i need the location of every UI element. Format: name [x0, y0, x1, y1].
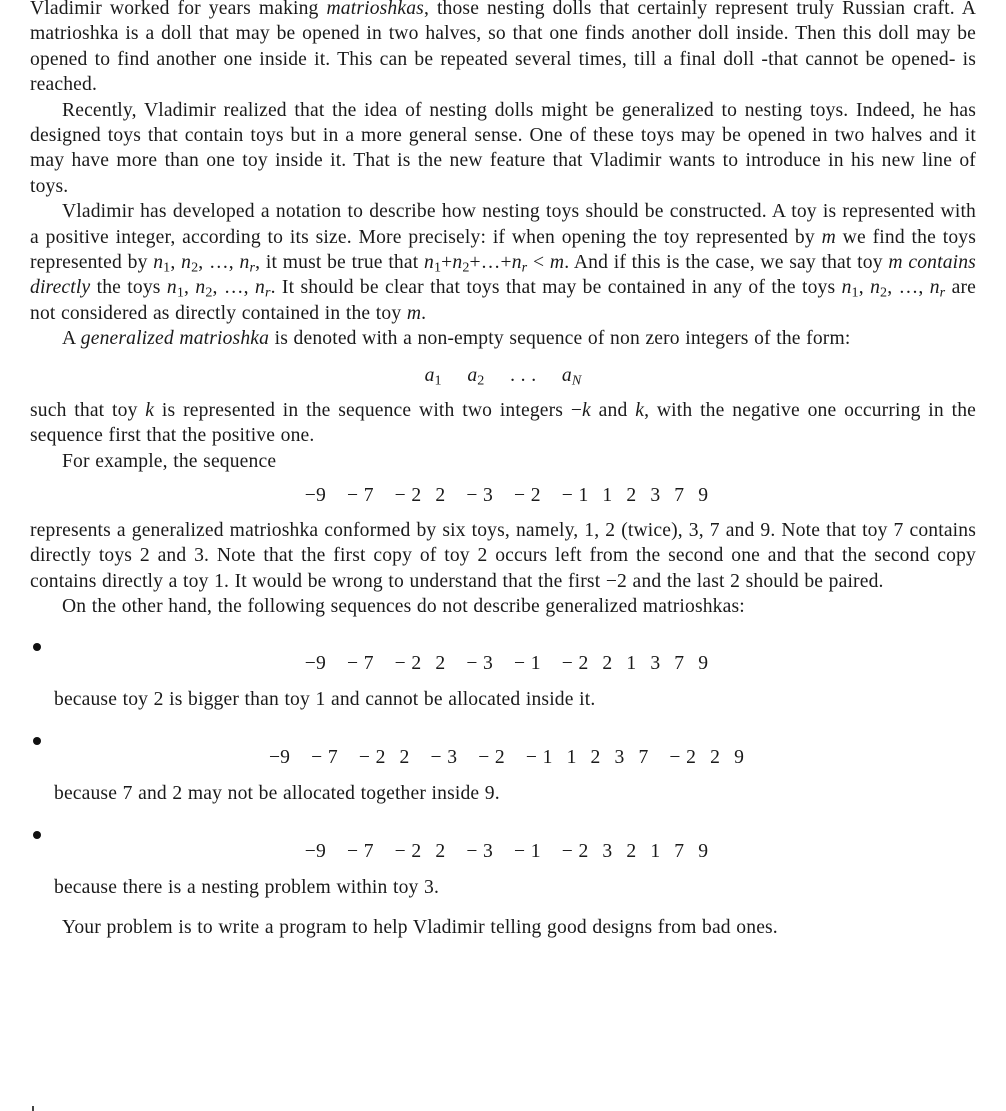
sequence-number: 7: [638, 746, 649, 768]
paragraph-pairing-rule: [30, 398, 976, 449]
subscript: r: [249, 259, 256, 276]
text: ,: [918, 277, 930, 299]
emphasis-matrioshkas: matrioshkas: [326, 0, 424, 19]
text: are not considered as directly contained in the toy: [30, 277, 976, 324]
text: Vladimir worked for years making: [30, 0, 327, 19]
text: ,: [243, 277, 255, 299]
sequence-number: − 2: [358, 746, 386, 768]
bad-example-item: [0, 634, 1006, 712]
subscript: 1: [433, 259, 442, 276]
ellipsis: …: [898, 277, 919, 299]
math-a: a: [467, 364, 478, 386]
sequence-number: − 3: [466, 484, 494, 506]
problem-statement: [30, 0, 976, 940]
sequence-number: − 2: [394, 652, 422, 674]
bad-example-reason: because there is a nesting problem within toy 3.: [54, 877, 440, 899]
bad-example-item: [0, 822, 1006, 900]
sequence-number: 2: [626, 841, 637, 863]
subscript: r: [521, 259, 528, 276]
math-plus: +: [500, 252, 512, 274]
sequence-number: 2: [435, 652, 446, 674]
sequence-number: 2: [590, 746, 601, 768]
math-n: n: [254, 277, 265, 299]
sequence-form: [0, 363, 1006, 388]
sequence-number: − 2: [394, 484, 422, 506]
math-m: m: [821, 226, 836, 248]
text: ,: [170, 252, 182, 274]
text: , those nesting dolls that certainly represent truly Russian craft. A matrioshka is a doll that may be opened in two halves, so that one finds another doll inside. Then this doll may be opened to find another one inside it. This can be repeated several times, till a final doll -that cannot be opened- is reached.: [30, 0, 977, 96]
bullet-icon: [33, 737, 41, 745]
sequence-number: 2: [710, 746, 721, 768]
text: .: [421, 302, 427, 324]
sequence-number: − 2: [561, 841, 589, 863]
sequence-number: 9: [698, 841, 709, 863]
term-aN: [562, 363, 582, 388]
sequence-number: − 2: [669, 746, 697, 768]
math-n: n: [166, 277, 177, 299]
sequence-number: − 1: [525, 746, 553, 768]
text: is denoted with a non-empty sequence of non zero integers of the form:: [269, 328, 851, 350]
math-n: n: [181, 252, 192, 274]
math-a: a: [561, 364, 572, 386]
sequence-number: − 3: [466, 841, 494, 863]
sequence-number: 9: [698, 652, 709, 674]
subscript: N: [571, 372, 582, 389]
subscript: 2: [205, 284, 213, 301]
subscript: 1: [163, 259, 171, 276]
sequence-number: − 7: [311, 746, 338, 768]
math-m: m: [549, 252, 565, 274]
sequence-number: 2: [626, 484, 637, 506]
math-m: m: [406, 302, 422, 324]
sequence-number: 1: [566, 746, 577, 768]
sequence-number: 7: [674, 484, 685, 506]
sequence-number: − 2: [478, 746, 505, 768]
text: . And if this is the case, we say that toy: [564, 252, 889, 274]
text: ,: [858, 277, 871, 299]
sequence-number: 2: [435, 484, 446, 506]
text: ,: [184, 277, 196, 299]
bad-example-reason: because toy 2 is bigger than toy 1 and cannot be allocated inside it.: [54, 688, 596, 710]
math-n: n: [929, 277, 940, 299]
math-k: k: [582, 399, 591, 421]
bullet-icon: [33, 831, 41, 839]
sequence-number: −9: [304, 652, 326, 674]
sequence-number: 1: [650, 841, 661, 863]
subscript: 1: [851, 284, 859, 301]
paragraph-bad-intro: On the other hand, the following sequences do not describe generalized matrioshkas:: [62, 596, 745, 618]
paragraph-task: Your problem is to write a program to help Vladimir telling good designs from bad ones.: [62, 916, 778, 938]
sequence-number: 9: [698, 484, 709, 506]
ellipsis: …: [223, 277, 244, 299]
bad-example-sequence: [54, 651, 1006, 677]
math-n: n: [841, 277, 852, 299]
term-a1: [425, 363, 442, 388]
sequence-number: − 3: [466, 652, 494, 674]
math-n: n: [239, 252, 250, 274]
text: , it must be true that: [255, 252, 424, 274]
sequence-number: − 2: [394, 841, 422, 863]
ellipsis: …: [209, 252, 229, 274]
subscript: 2: [462, 259, 470, 276]
sequence-number: − 1: [561, 484, 589, 506]
bad-examples-list: [30, 634, 976, 901]
cut-off-glyph: [32, 1106, 34, 1111]
text: Vladimir has developed a notation to describe how nesting toys should be constructed. A toy is represented with a positive integer, according to its size. More precisely: if when opening the toy represented by: [30, 201, 976, 248]
paragraph-intro: [30, 0, 976, 98]
text: and: [590, 399, 636, 421]
sequence-number: 3: [650, 652, 661, 674]
sequence-number: 2: [435, 841, 446, 863]
math-plus: +: [469, 252, 481, 274]
math-minus: −: [570, 399, 583, 421]
text: ,: [887, 277, 899, 299]
emphasis-generalized-matrioshka: generalized matrioshka: [80, 328, 270, 350]
math-n: n: [870, 277, 881, 299]
math-less-than: <: [527, 252, 545, 274]
sequence-number: − 7: [346, 652, 374, 674]
subscript: 2: [477, 372, 485, 389]
subscript: 1: [176, 284, 185, 301]
sequence-number: − 3: [430, 746, 458, 768]
sequence-number: 2: [399, 746, 410, 768]
text: we find the toys represented by: [30, 226, 976, 274]
paragraph-generalization: Recently, Vladimir realized that the idea of nesting dolls might be generalized to nesting toys. Indeed, he has designed toys that contain toys but in a more general sense. One of these toys may be opened in two halves and it may have more than one toy inside it. That is the new feature that Vladimir wants to introduce in his new line of toys.: [30, 99, 976, 197]
bad-example-sequence: [54, 839, 1006, 865]
sequence-number: 3: [614, 746, 625, 768]
paragraph-example-explanation: represents a generalized matrioshka conformed by six toys, namely, 1, 2 (twice), 3, 7 and 9. Note that toy 7 contains directly toys 2 and 3. Note that the first copy of toy 2 occurs left from the second one and that the second copy contains directly a toy 1. It would be wrong to understand that the first −2 and the last 2 should be paired.: [30, 519, 976, 592]
bullet-icon: [33, 643, 41, 651]
sequence-number: 1: [602, 484, 613, 506]
math-m: m: [888, 252, 903, 274]
bad-example-item: [0, 728, 1006, 806]
paragraph-definition: [30, 326, 976, 351]
subscript: r: [939, 284, 946, 301]
math-plus: +: [441, 252, 453, 274]
sequence-number: 7: [674, 841, 685, 863]
subscript: 2: [880, 284, 888, 301]
sequence-number: − 2: [561, 652, 589, 674]
paragraph-notation: [30, 199, 976, 326]
math-k: k: [145, 399, 155, 421]
sequence-number: 9: [734, 746, 745, 768]
text: ,: [198, 252, 210, 274]
sequence-number: − 1: [514, 652, 541, 674]
example-sequence: [0, 483, 1006, 508]
math-n: n: [153, 252, 164, 274]
math-n: n: [511, 252, 522, 274]
subscript: 1: [434, 372, 442, 389]
sequence-number: − 2: [514, 484, 541, 506]
text: A: [62, 328, 81, 350]
sequence-number: − 7: [346, 841, 374, 863]
sequence-number: −9: [304, 484, 326, 506]
sequence-number: −9: [268, 746, 291, 768]
text: ,: [228, 252, 240, 274]
sequence-number: 1: [626, 652, 637, 674]
text: the toys: [90, 277, 167, 299]
text: such that toy: [30, 399, 146, 421]
sequence-number: 3: [602, 841, 613, 863]
text: is represented in the sequence with two integers: [154, 399, 571, 421]
bad-example-reason: because 7 and 2 may not be allocated together inside 9.: [54, 782, 500, 804]
display-formula: [30, 352, 976, 398]
ellipsis: …: [480, 252, 501, 274]
sequence-number: − 7: [346, 484, 374, 506]
sequence-number: 2: [602, 652, 613, 674]
emphasis-contains-directly: contains directly: [30, 252, 976, 299]
text: ,: [212, 277, 224, 299]
math-n: n: [195, 277, 206, 299]
math-n: n: [452, 252, 463, 274]
text: , with the negative one occurring in the sequence first that the positive one.: [30, 399, 976, 447]
term-a2: [467, 363, 484, 388]
sequence-number: 7: [674, 652, 685, 674]
sequence-number: −9: [304, 841, 326, 863]
paragraph-example-intro: For example, the sequence: [62, 450, 277, 472]
subscript: r: [264, 284, 271, 301]
sequence-number: − 1: [514, 841, 541, 863]
example-sequence-block: [30, 474, 976, 518]
subscript: 2: [191, 259, 199, 276]
ellipsis: . . .: [510, 364, 537, 386]
math-a: a: [424, 364, 435, 386]
text: . It should be clear that toys that may be contained in any of the toys: [270, 277, 842, 299]
sequence-number: 3: [650, 484, 661, 506]
bad-example-sequence: [54, 745, 1006, 771]
math-k: k: [635, 399, 645, 421]
math-n: n: [424, 252, 434, 274]
